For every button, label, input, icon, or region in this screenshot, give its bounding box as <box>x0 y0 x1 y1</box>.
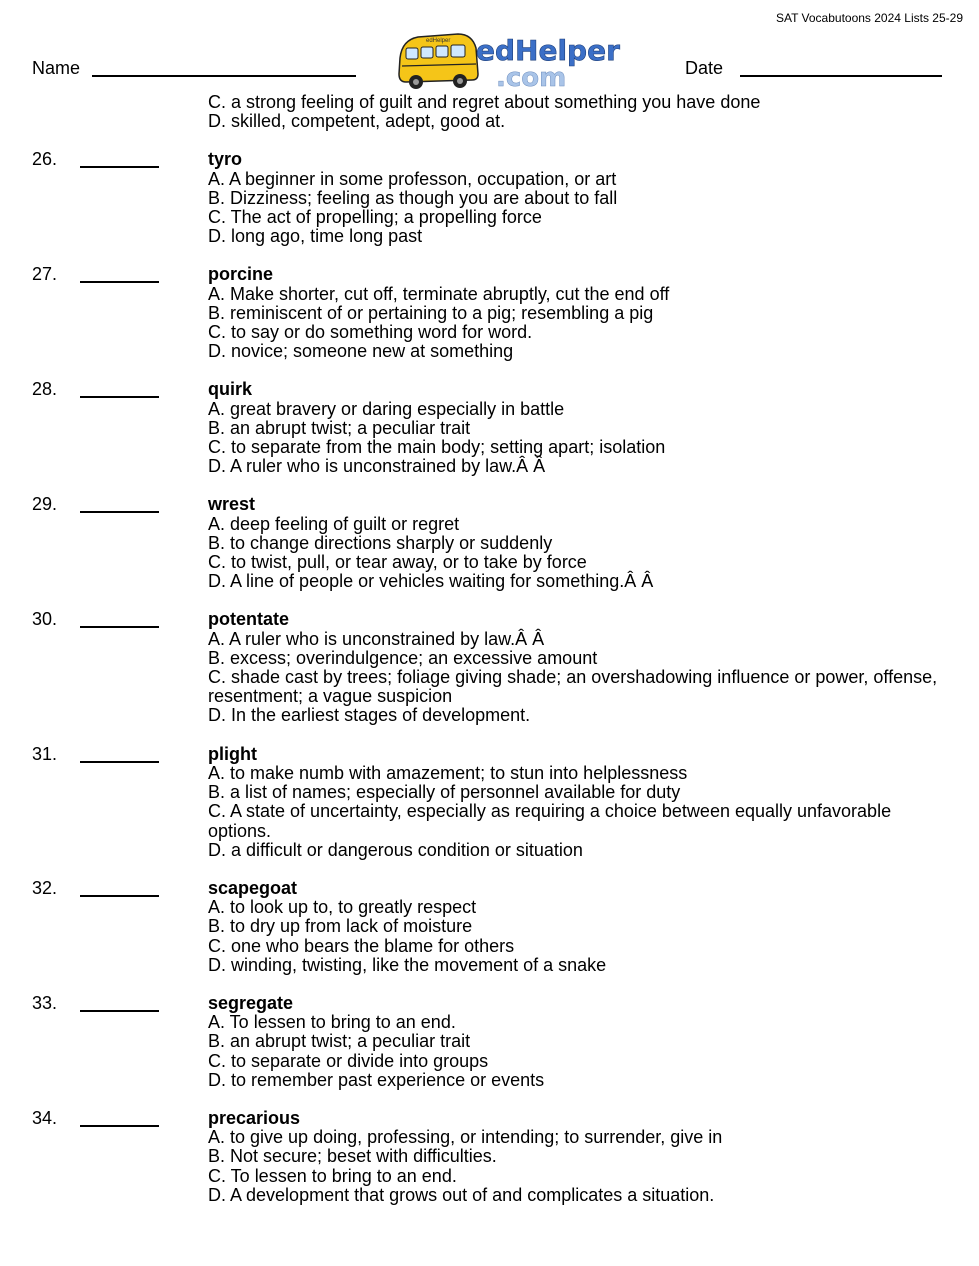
vocab-word: segregate <box>208 992 294 1013</box>
carryover-options <box>32 93 947 131</box>
question-31 <box>32 745 947 860</box>
date-label: Date <box>685 58 724 78</box>
option: C. one who bears the blame for others <box>208 935 515 956</box>
answer-blank[interactable] <box>80 895 159 897</box>
vocab-word: tyro <box>208 149 243 170</box>
logo-main-text: edHelper <box>476 34 620 67</box>
option: B. Dizziness; feeling as though you are about to fall <box>208 187 618 208</box>
option: C. To lessen to bring to an end. <box>208 1165 457 1186</box>
option: A. A ruler who is unconstrained by law.Â Â <box>208 628 545 649</box>
vocab-word: wrest <box>208 494 256 515</box>
answer-blank[interactable] <box>80 166 159 168</box>
answer-blank[interactable] <box>80 1125 159 1127</box>
question-34 <box>32 1109 947 1205</box>
option: B. an abrupt twist; a peculiar trait <box>208 1031 471 1052</box>
edhelper-logo <box>396 28 620 94</box>
question-29 <box>32 495 947 591</box>
option: D. A ruler who is unconstrained by law.Â Â <box>208 456 546 477</box>
option: D. to remember past experience or events <box>208 1069 545 1090</box>
school-bus-icon <box>399 34 478 89</box>
question-number: 32. <box>32 877 58 898</box>
question-number: 29. <box>32 494 58 515</box>
option: A. to give up doing, professing, or intending; to surrender, give in <box>208 1127 723 1148</box>
option: D. skilled, competent, adept, good at. <box>208 111 506 132</box>
option: D. In the earliest stages of development. <box>208 705 531 726</box>
option: D. A development that grows out of and complicates a situation. <box>208 1184 715 1205</box>
question-number: 31. <box>32 743 58 764</box>
date-field-line[interactable] <box>740 75 942 77</box>
answer-blank[interactable] <box>80 1010 159 1012</box>
option: A. deep feeling of guilt or regret <box>208 513 460 534</box>
question-30 <box>32 610 947 725</box>
option: A. To lessen to bring to an end. <box>208 1012 456 1033</box>
option: C. to say or do something word for word. <box>208 322 533 343</box>
question-number: 28. <box>32 379 58 400</box>
option: B. reminiscent of or pertaining to a pig; resembling a pig <box>208 302 654 323</box>
answer-blank[interactable] <box>80 281 159 283</box>
name-field-line[interactable] <box>92 75 356 77</box>
name-label: Name <box>32 58 81 78</box>
question-33 <box>32 994 947 1090</box>
answer-blank[interactable] <box>80 626 159 628</box>
option: B. Not secure; beset with difficulties. <box>208 1146 497 1167</box>
answer-blank[interactable] <box>80 761 159 763</box>
question-number: 27. <box>32 264 58 285</box>
logo-sub-text: .com <box>496 63 567 93</box>
option: D. winding, twisting, like the movement of a snake <box>208 954 607 975</box>
option: B. an abrupt twist; a peculiar trait <box>208 417 471 438</box>
option: B. to dry up from lack of moisture <box>208 916 473 937</box>
option: B. to change directions sharply or suddenly <box>208 532 553 553</box>
question-number: 30. <box>32 609 58 630</box>
option: D. novice; someone new at something <box>208 341 514 362</box>
option: C. The act of propelling; a propelling force <box>208 207 542 228</box>
option: C. shade cast by trees; foliage giving shade; an overshadowing influence or power, offense, resentment; a vague suspicion <box>208 667 938 707</box>
option: D. A line of people or vehicles waiting for something.Â Â <box>208 571 654 592</box>
option: B. a list of names; especially of personnel available for duty <box>208 782 681 803</box>
option: A. A beginner in some professon, occupation, or art <box>208 168 617 189</box>
option: D. long ago, time long past <box>208 226 423 247</box>
question-number: 26. <box>32 149 58 170</box>
vocab-word: quirk <box>208 379 253 400</box>
option: A. to make numb with amazement; to stun into helplessness <box>208 762 688 783</box>
question-26 <box>32 150 947 246</box>
option: A. Make shorter, cut off, terminate abruptly, cut the end off <box>208 283 670 304</box>
vocab-word: precarious <box>208 1107 301 1128</box>
worksheet-content <box>32 93 947 1224</box>
vocab-word: potentate <box>208 609 289 630</box>
question-number: 33. <box>32 992 58 1013</box>
option: C. to separate or divide into groups <box>208 1050 489 1071</box>
answer-blank[interactable] <box>80 396 159 398</box>
vocab-word: porcine <box>208 264 274 285</box>
question-list <box>32 150 947 1205</box>
bus-label: edHelper <box>426 38 451 44</box>
option: C. A state of uncertainty, especially as requiring a choice between equally unfavorable options. <box>208 801 892 841</box>
question-number: 34. <box>32 1107 58 1128</box>
question-27 <box>32 265 947 361</box>
option: A. to look up to, to greatly respect <box>208 897 477 918</box>
vocab-word: scapegoat <box>208 877 298 898</box>
question-28 <box>32 380 947 476</box>
option: B. excess; overindulgence; an excessive amount <box>208 647 598 668</box>
vocab-word: plight <box>208 743 257 764</box>
option: C. to twist, pull, or tear away, or to take by force <box>208 552 587 573</box>
option: C. a strong feeling of guilt and regret about something you have done <box>208 92 761 112</box>
question-32 <box>32 879 947 975</box>
option: A. great bravery or daring especially in battle <box>208 398 565 419</box>
option: D. a difficult or dangerous condition or situation <box>208 839 583 860</box>
corner-title: SAT Vocabutoons 2024 Lists 25-29 <box>775 11 963 25</box>
answer-blank[interactable] <box>80 511 159 513</box>
option: C. to separate from the main body; setting apart; isolation <box>208 437 666 458</box>
